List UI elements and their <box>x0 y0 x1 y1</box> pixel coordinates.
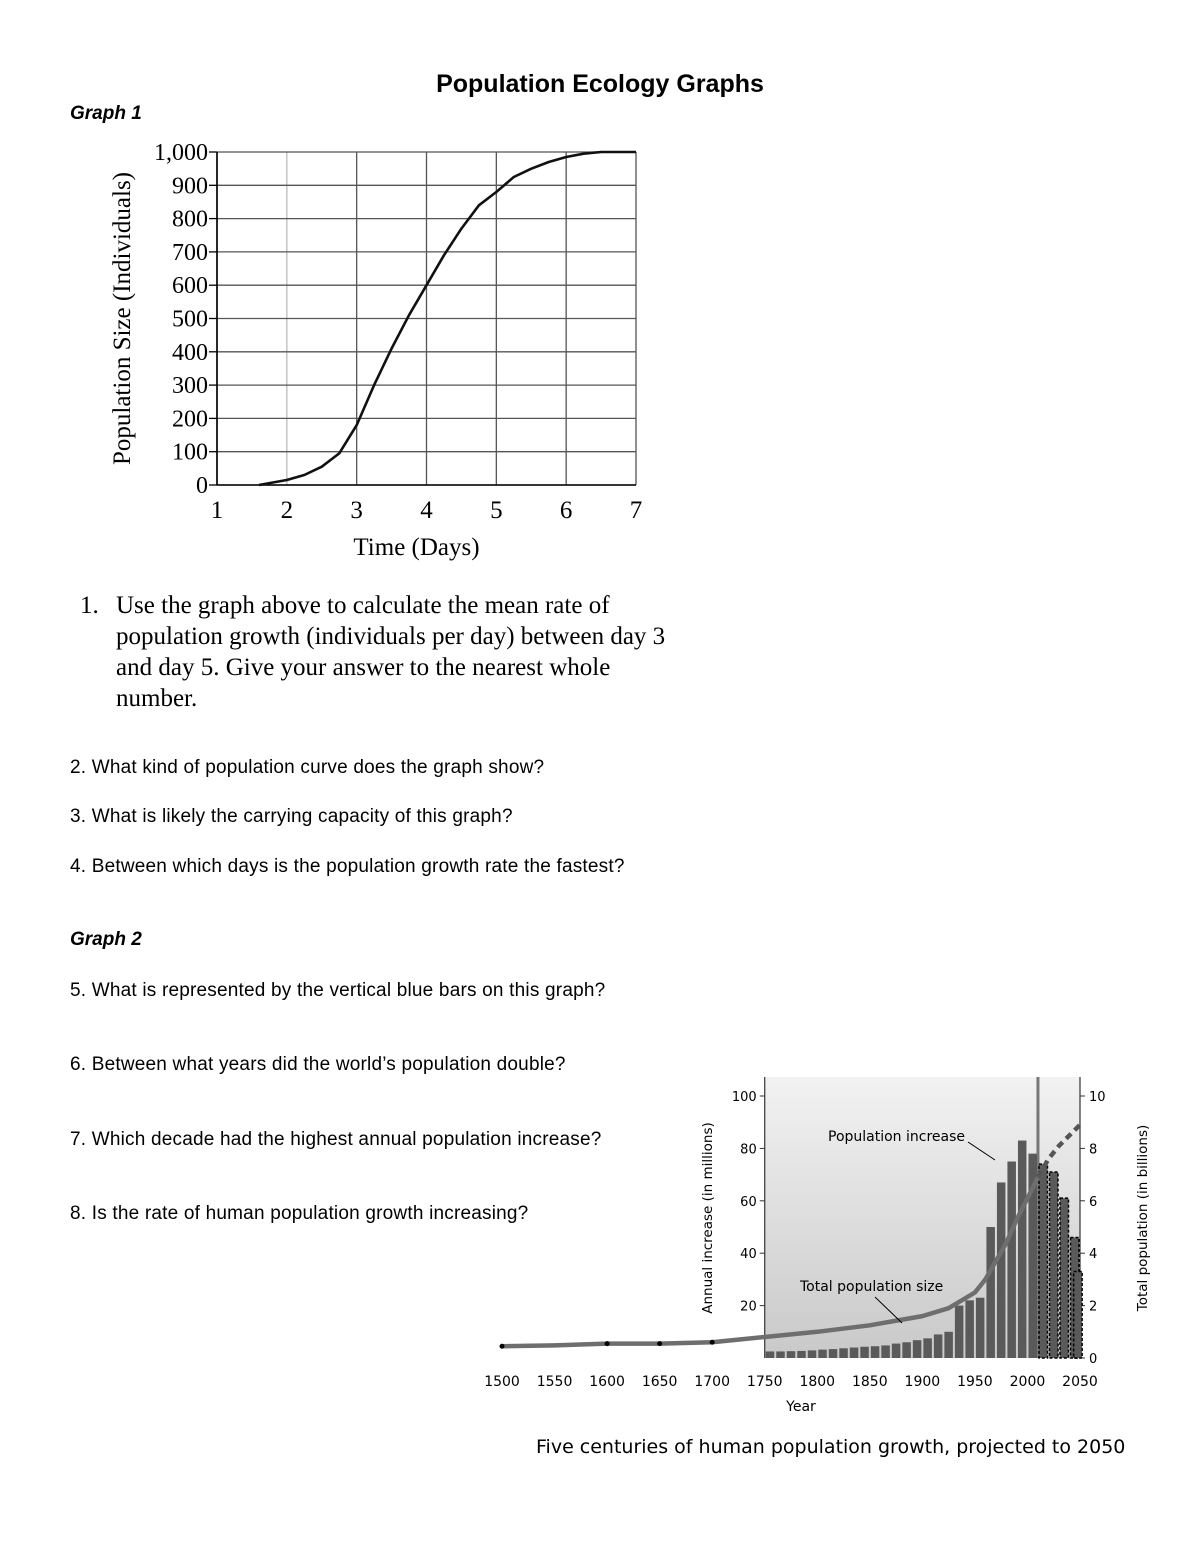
increase-bar <box>976 1298 985 1358</box>
right-tick-label: 4 <box>1089 1247 1098 1263</box>
left-tick-label: 20 <box>740 1299 757 1315</box>
x-tick-label: 2000 <box>1009 1374 1046 1390</box>
increase-bar <box>986 1227 995 1358</box>
question-7: 7. Which decade had the highest annual population increase? <box>70 1129 602 1150</box>
increase-bar <box>860 1347 869 1358</box>
population-data-point <box>500 1344 505 1349</box>
x-tick-label: 1500 <box>484 1374 520 1390</box>
increase-bar <box>766 1351 775 1358</box>
increase-bar <box>776 1351 785 1358</box>
projected-increase-bar <box>1074 1272 1083 1358</box>
increase-bar <box>850 1348 859 1358</box>
y-tick-label: 100 <box>172 439 208 466</box>
increase-bar <box>913 1340 922 1358</box>
x-tick-label: 1550 <box>536 1374 573 1390</box>
increase-bar <box>902 1342 911 1358</box>
question-5: 5. What is represented by the vertical blue bars on this graph? <box>70 980 606 1001</box>
x-tick-label: 1950 <box>957 1374 993 1390</box>
increase-bar <box>797 1351 806 1358</box>
x-axis-label: Year <box>786 1399 816 1415</box>
increase-bar <box>1007 1162 1016 1359</box>
graph2-label: Graph 2 <box>70 929 142 950</box>
x-tick-label: 5 <box>490 497 503 524</box>
x-tick-label: 2050 <box>1062 1374 1098 1390</box>
y-tick-label: 200 <box>172 406 208 433</box>
increase-bar <box>829 1349 838 1358</box>
increase-bar <box>923 1338 932 1358</box>
population-data-point <box>605 1341 610 1346</box>
left-tick-label: 100 <box>731 1090 757 1105</box>
increase-bar <box>934 1334 943 1358</box>
increase-bar <box>955 1306 964 1358</box>
graph1-label: Graph 1 <box>70 103 142 124</box>
question-3: 3. What is likely the carrying capacity of this graph? <box>70 806 513 827</box>
question-8: 8. Is the rate of human population growth increasing? <box>70 1203 529 1224</box>
projected-increase-bar <box>1039 1164 1048 1358</box>
right-tick-label: 0 <box>1089 1352 1098 1367</box>
right-tick-label: 6 <box>1089 1194 1098 1210</box>
right-tick-label: 2 <box>1089 1299 1098 1315</box>
right-tick-label: 8 <box>1089 1142 1098 1158</box>
y-tick-label: 500 <box>172 306 208 333</box>
right-tick-label: 10 <box>1089 1090 1106 1105</box>
x-tick-label: 1 <box>210 497 224 524</box>
document-title: Population Ecology Graphs <box>436 70 764 98</box>
left-tick-label: 80 <box>740 1142 757 1158</box>
increase-bar <box>1018 1141 1026 1358</box>
graph1-logistic-chart <box>100 135 660 570</box>
x-axis-label: Time (Days) <box>353 534 480 561</box>
x-tick-label: 6 <box>559 497 573 524</box>
y-tick-label: 300 <box>172 373 208 400</box>
question-4: 4. Between which days is the population growth rate the fastest? <box>70 856 625 877</box>
increase-bar <box>944 1332 953 1358</box>
question-1-number: 1. <box>80 592 99 619</box>
left-tick-label: 40 <box>740 1247 757 1263</box>
increase-bar <box>997 1182 1006 1358</box>
x-tick-label: 1800 <box>799 1374 836 1390</box>
x-tick-label: 1700 <box>694 1374 731 1390</box>
y-tick-label: 800 <box>172 206 208 233</box>
population-data-point <box>657 1341 662 1346</box>
annotation-total-population: Total population size <box>800 1279 944 1295</box>
increase-bar <box>808 1350 817 1358</box>
x-tick-label: 7 <box>629 497 643 524</box>
question-1-text: Use the graph above to calculate the mean rate of population growth (individuals per day) between day 3 and day 5. Give your answer to the nearest whole number. <box>116 592 666 712</box>
x-tick-label: 4 <box>420 497 433 524</box>
x-tick-label: 1850 <box>851 1374 888 1390</box>
x-tick-label: 1900 <box>904 1374 941 1390</box>
left-tick-label: 60 <box>740 1194 757 1210</box>
graph2-human-population-chart <box>484 1070 1151 1425</box>
increase-bar <box>818 1350 827 1358</box>
increase-bar <box>892 1344 901 1358</box>
projected-increase-bar <box>1049 1172 1058 1358</box>
increase-bar <box>787 1351 796 1358</box>
x-tick-label: 1650 <box>641 1374 678 1390</box>
annotation-population-increase: Population increase <box>828 1129 966 1145</box>
question-1 <box>80 590 690 714</box>
x-tick-label: 1750 <box>746 1374 783 1390</box>
left-axis-label: Annual increase (in millions) <box>700 1122 716 1314</box>
graph2-caption: Five centuries of human population growth, projected to 2050 <box>536 1436 1126 1458</box>
y-tick-label: 0 <box>196 473 208 499</box>
y-tick-label: 600 <box>172 273 208 300</box>
x-tick-label: 1600 <box>589 1374 625 1390</box>
projected-increase-bar <box>1060 1198 1069 1358</box>
y-tick-label: 900 <box>172 173 208 200</box>
increase-bar <box>965 1300 974 1358</box>
population-data-point <box>710 1340 715 1345</box>
question-6: 6. Between what years did the world’s population double? <box>70 1054 566 1075</box>
increase-bar <box>871 1346 880 1358</box>
increase-bar <box>839 1348 848 1358</box>
increase-bar <box>881 1345 890 1358</box>
y-axis-label: Population Size (Individuals) <box>109 171 136 466</box>
x-tick-label: 3 <box>350 497 363 524</box>
x-tick-label: 2 <box>280 497 294 524</box>
y-tick-label: 400 <box>172 339 208 366</box>
question-2: 2. What kind of population curve does the graph show? <box>70 757 545 778</box>
right-axis-label: Total population (in billions) <box>1135 1124 1151 1312</box>
y-tick-label: 1,000 <box>154 140 208 166</box>
y-tick-label: 700 <box>172 239 208 266</box>
